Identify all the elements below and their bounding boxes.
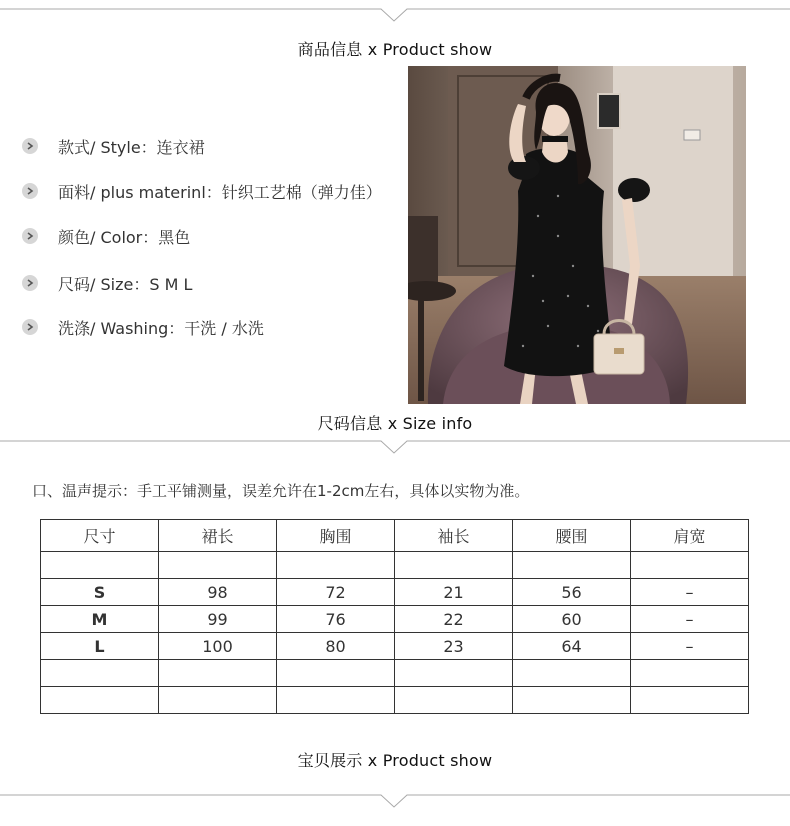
table-row bbox=[41, 606, 749, 633]
table-cell bbox=[395, 552, 513, 579]
spec-item-size bbox=[22, 271, 192, 295]
table-cell: 21 bbox=[395, 579, 513, 606]
table-cell bbox=[277, 552, 395, 579]
table-row bbox=[41, 660, 749, 687]
table-cell bbox=[159, 687, 277, 714]
table-cell bbox=[631, 687, 749, 714]
table-cell bbox=[159, 660, 277, 687]
section-title-size-info: 尺码信息 x Size info bbox=[317, 414, 473, 433]
table-cell-size: M bbox=[41, 606, 159, 633]
bottom-divider bbox=[0, 790, 790, 810]
table-cell-size: S bbox=[41, 579, 159, 606]
measurement-notice: 口、温声提示：手工平铺测量，误差允许在1-2cm左右，具体以实物为准。 bbox=[32, 482, 530, 500]
column-header: 袖长 bbox=[395, 520, 513, 552]
table-cell bbox=[277, 687, 395, 714]
table-cell: 60 bbox=[513, 606, 631, 633]
chevron-right-icon bbox=[22, 319, 38, 335]
table-cell: 64 bbox=[513, 633, 631, 660]
table-cell bbox=[41, 687, 159, 714]
table-cell bbox=[395, 687, 513, 714]
spec-label: 尺码/ Size：S M L bbox=[58, 274, 193, 294]
table-cell bbox=[513, 687, 631, 714]
middle-divider bbox=[0, 436, 790, 456]
table-row bbox=[41, 552, 749, 579]
table-cell: 23 bbox=[395, 633, 513, 660]
spec-label: 洗涤/ Washing：干洗 / 水洗 bbox=[58, 318, 264, 338]
table-cell: 100 bbox=[159, 633, 277, 660]
table-cell-size: L bbox=[41, 633, 159, 660]
table-cell: – bbox=[631, 633, 749, 660]
chevron-right-icon bbox=[22, 183, 38, 199]
section-title-product-show-bottom: 宝贝展示 x Product show bbox=[297, 751, 493, 770]
column-header: 尺寸 bbox=[41, 520, 159, 552]
spec-label: 颜色/ Color：黑色 bbox=[58, 227, 191, 247]
column-header: 腰围 bbox=[513, 520, 631, 552]
table-cell: 99 bbox=[159, 606, 277, 633]
table-cell bbox=[395, 660, 513, 687]
table-cell: 72 bbox=[277, 579, 395, 606]
table-cell bbox=[631, 552, 749, 579]
table-cell bbox=[631, 660, 749, 687]
table-cell: 98 bbox=[159, 579, 277, 606]
spec-item-washing bbox=[22, 315, 264, 339]
table-cell bbox=[159, 552, 277, 579]
table-cell: 56 bbox=[513, 579, 631, 606]
table-cell bbox=[513, 660, 631, 687]
chevron-right-icon bbox=[22, 228, 38, 244]
spec-item-style bbox=[22, 134, 205, 158]
section-title-product-show: 商品信息 x Product show bbox=[297, 40, 493, 59]
chevron-right-icon bbox=[22, 275, 38, 291]
spec-item-color bbox=[22, 224, 190, 248]
product-photo bbox=[408, 66, 746, 404]
table-row bbox=[41, 633, 749, 660]
table-row bbox=[41, 687, 749, 714]
column-header: 胸围 bbox=[277, 520, 395, 552]
chevron-right-icon bbox=[22, 138, 38, 154]
top-divider bbox=[0, 4, 790, 24]
spec-label: 款式/ Style：连衣裙 bbox=[58, 137, 205, 157]
column-header: 裙长 bbox=[159, 520, 277, 552]
table-cell: 22 bbox=[395, 606, 513, 633]
table-cell bbox=[41, 660, 159, 687]
table-row bbox=[41, 579, 749, 606]
spec-label: 面料/ plus materinl：针织工艺棉（弹力佳） bbox=[58, 182, 382, 202]
table-cell: – bbox=[631, 606, 749, 633]
size-table bbox=[40, 519, 749, 714]
table-cell bbox=[41, 552, 159, 579]
column-header: 肩宽 bbox=[631, 520, 749, 552]
table-cell: – bbox=[631, 579, 749, 606]
table-cell: 76 bbox=[277, 606, 395, 633]
table-cell bbox=[277, 660, 395, 687]
table-cell bbox=[513, 552, 631, 579]
spec-item-material bbox=[22, 179, 382, 203]
table-header-row bbox=[41, 520, 749, 552]
table-cell: 80 bbox=[277, 633, 395, 660]
